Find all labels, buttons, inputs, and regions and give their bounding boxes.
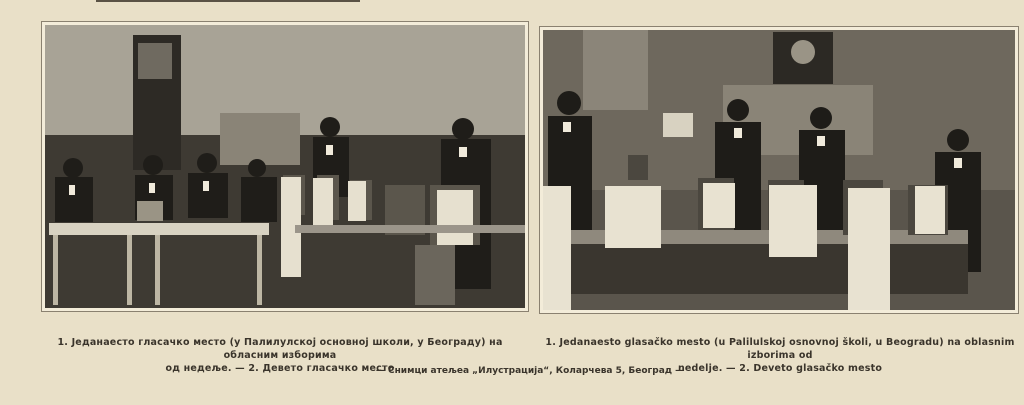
caption-latin-line1: 1. Jedanaesto glasačko mesto (u Palilulskoj osnovnoj školi, u Beogradu) na oblasnim izborima od (545, 337, 1015, 361)
caption-latin-line2: nedelje. — 2. Deveto glasačko mesto (677, 363, 883, 374)
top-rule (96, 0, 360, 2)
caption-cyrillic-line1: 1. Једанаесто гласачко место (у Палилулској основној школи, у Београду) на обласним изборима (57, 337, 503, 361)
polling-station-nine-photo (540, 27, 1018, 313)
photo-credit: — Снимци атељеа „Илустрација“, Коларчева 5, Београд — (375, 366, 685, 376)
polling-station-eleven-photo (42, 22, 528, 311)
caption-cyrillic-line2: од недеље. — 2. Девето гласачко место (165, 363, 395, 374)
